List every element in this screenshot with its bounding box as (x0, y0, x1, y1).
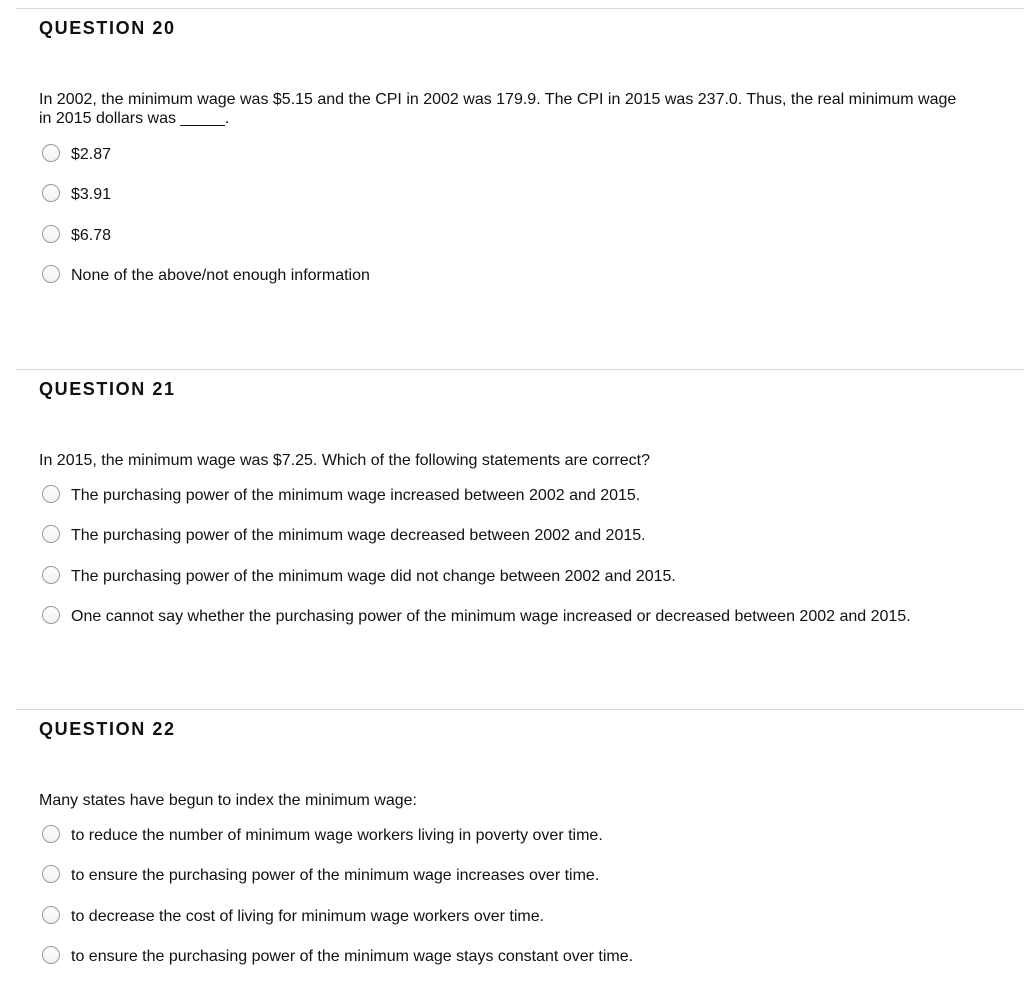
radio-button[interactable] (42, 485, 60, 503)
radio-button[interactable] (42, 225, 60, 243)
answer-option-label: The purchasing power of the minimum wage did not change between 2002 and 2015. (71, 567, 676, 585)
question-title: QUESTION 22 (39, 719, 176, 739)
answer-option-label: The purchasing power of the minimum wage increased between 2002 and 2015. (71, 487, 641, 504)
question-prompt: In 2015, the minimum wage was $7.25. Which of the following statements are correct? (39, 452, 650, 469)
answer-option-label: $3.91 (71, 186, 112, 204)
radio-button[interactable] (42, 606, 60, 624)
radio-button[interactable] (42, 144, 60, 162)
answer-option-label: One cannot say whether the purchasing power of the minimum wage increased or decreased between 2002 and 2015. (71, 607, 911, 625)
radio-button[interactable] (42, 946, 60, 964)
radio-button[interactable] (42, 906, 60, 924)
question-title: QUESTION 20 (39, 18, 176, 38)
question-divider (16, 8, 1024, 9)
radio-button[interactable] (42, 865, 60, 883)
radio-button[interactable] (42, 566, 60, 584)
answer-option-label: $6.78 (71, 226, 112, 244)
question-divider (16, 709, 1024, 710)
answer-option-label: $2.87 (71, 146, 112, 163)
radio-button[interactable] (42, 825, 60, 843)
answer-option-label: to ensure the purchasing power of the minimum wage increases over time. (71, 867, 600, 885)
answer-option-label: None of the above/not enough information (71, 266, 370, 284)
answer-option-label: to decrease the cost of living for minimum wage workers over time. (71, 907, 545, 925)
question-divider (16, 369, 1024, 370)
question-title: QUESTION 21 (39, 379, 176, 399)
question-prompt: Many states have begun to index the minimum wage: (39, 792, 417, 809)
radio-button[interactable] (42, 265, 60, 283)
answer-option-label: The purchasing power of the minimum wage decreased between 2002 and 2015. (71, 527, 646, 545)
radio-button[interactable] (42, 525, 60, 543)
answer-option-label: to reduce the number of minimum wage workers living in poverty over time. (71, 827, 603, 844)
answer-option-label: to ensure the purchasing power of the minimum wage stays constant over time. (71, 947, 634, 965)
question-prompt: In 2002, the minimum wage was $5.15 and the CPI in 2002 was 179.9. The CPI in 2015 was 237.0. Thus, the real minimum wage in 2015 dollars was _____. (39, 91, 957, 127)
radio-button[interactable] (42, 184, 60, 202)
